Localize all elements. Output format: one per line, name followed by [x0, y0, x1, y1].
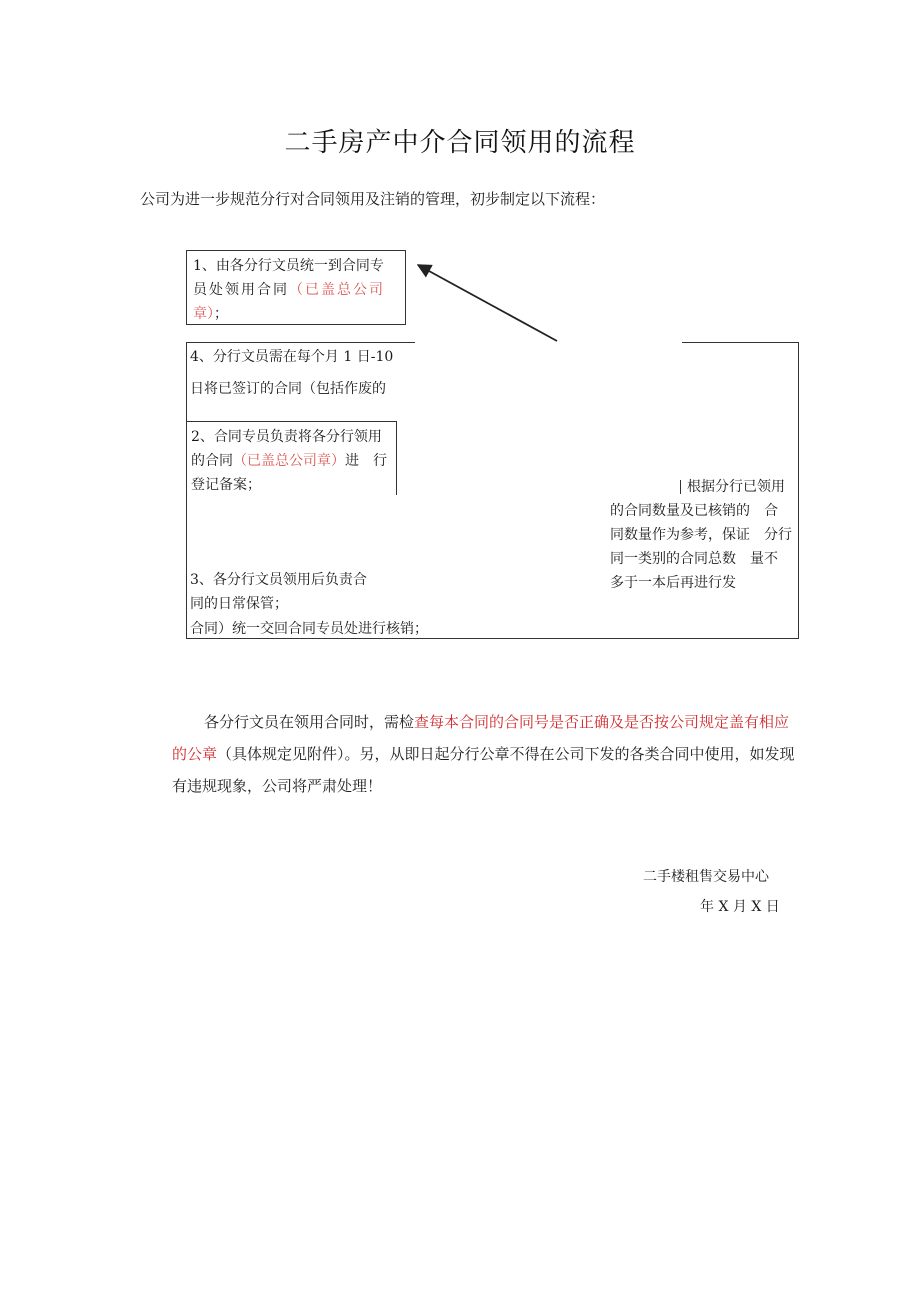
step2-box: [186, 421, 397, 495]
step4-top-edge: [186, 342, 415, 343]
page-title: 二手房产中介合同领用的流程: [284, 128, 636, 158]
step4-line2: 日将已签订的合同（包括作废的: [190, 381, 386, 397]
signature-date: 年 X 月 X 日: [700, 899, 780, 915]
step1-line2: 员处领用合同（已盖总公司: [193, 282, 385, 298]
note-warning: 查每本合同的合同号是否正确及是否按公司规定盖有相应的公章: [172, 713, 790, 763]
step3-line2: 同的日常保管；: [190, 596, 288, 612]
step1-line1: 1、由各分行文员统一到合同专: [193, 258, 384, 274]
step2-line3: 登记备案；: [191, 477, 261, 493]
step1-box: [186, 250, 406, 325]
note-part3: （具体规定见附件）。另，从即日起分行公章不得在公司下发的各类合同中使用，如发现有违规现象，公司将严肃处理！: [172, 745, 795, 795]
step4-line3: 合同）统一交回合同专员处进行核销；: [190, 621, 428, 637]
step5-block: [610, 475, 798, 595]
arrow-to-step1: [418, 265, 557, 341]
step5-line4: 同一类别的合同总数 量不: [610, 551, 778, 567]
step4-block: [190, 345, 393, 401]
step5-line5: 多于一本后再进行发: [610, 575, 736, 591]
step2-line1: 2、合同专员负责将各分行领用: [191, 429, 382, 445]
intro-text: 公司为进一步规范分行对合同领用及注销的管理，初步制定以下流程：: [140, 190, 606, 208]
outer-box-top-edge: [682, 342, 799, 343]
step3-line1: 3、各分行文员领用后负责合: [190, 572, 367, 588]
signature-org: 二手楼租售交易中心: [643, 869, 769, 885]
step5-line3: 同数量作为参考，保证 分行: [610, 527, 792, 543]
note-part1: 各分行文员在领用合同时，需检: [204, 713, 415, 731]
step5-line2: 的合同数量及已核销的 合: [610, 503, 778, 519]
step3-block: [190, 568, 367, 616]
step5-line1: 根据分行已领用: [610, 475, 798, 499]
step1-line3: 章）；: [193, 306, 228, 322]
step4-line1: 4、分行文员需在每个月 1 日-10: [190, 349, 394, 365]
step2-line2: 的合同（已盖总公司章）进 行: [191, 453, 387, 469]
note-paragraph: [172, 706, 802, 802]
